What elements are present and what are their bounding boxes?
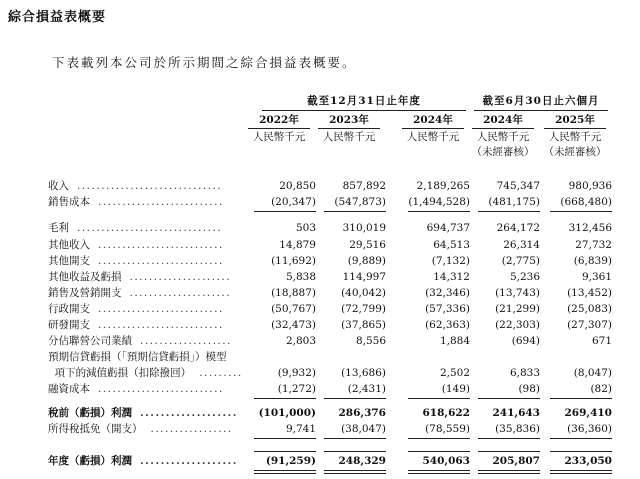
cell-value: (82): [590, 383, 612, 395]
total-rule: [478, 211, 540, 212]
cell-value: 233,050: [564, 455, 612, 467]
cell-value: (2,431): [347, 383, 386, 395]
cell-value: (57,336): [425, 303, 470, 315]
cell-value: (13,686): [341, 367, 386, 379]
cell-value: (91,259): [265, 455, 316, 467]
cell-value: (27,307): [567, 319, 612, 331]
total-rule: [478, 451, 540, 452]
column-year: 2025年: [544, 113, 606, 129]
cell-value: 64,513: [433, 239, 470, 251]
cell-value: 503: [295, 222, 316, 234]
cell-value: 745,347: [496, 180, 540, 192]
column-header: [246, 113, 312, 145]
cell-value: 14,312: [433, 271, 470, 283]
cell-value: 2,189,265: [416, 180, 470, 192]
row-label: 其他開支: [48, 255, 90, 267]
cell-value: 2,803: [285, 335, 316, 347]
cell-value: (50,767): [271, 303, 316, 315]
dot-leader: ..............................: [77, 222, 223, 234]
dot-leader: ..........................: [98, 239, 224, 251]
cell-value: 286,376: [338, 407, 386, 419]
cell-value: (7,132): [431, 255, 470, 267]
double-rule: [550, 470, 612, 474]
table-row: [48, 253, 640, 269]
table-row: [48, 453, 640, 469]
cell-value: (481,175): [488, 196, 540, 208]
row-label: 研發開支: [48, 319, 90, 331]
cell-value: 241,643: [492, 407, 540, 419]
column-unit: 人民幣千元: [252, 131, 306, 143]
cell-value: (32,346): [425, 287, 470, 299]
cell-value: (13,743): [495, 287, 540, 299]
total-rule: [478, 398, 540, 399]
group-header-annual: 截至12月31日止年度: [262, 93, 466, 111]
table-row: [48, 178, 640, 194]
table-row: [48, 237, 640, 253]
row-label: 銷售成本: [48, 196, 90, 208]
cell-value: 6,833: [509, 367, 540, 379]
cell-value: 618,622: [422, 407, 470, 419]
total-rule: [408, 438, 470, 439]
cell-value: (21,299): [495, 303, 540, 315]
cell-value: (62,363): [425, 319, 470, 331]
cell-value: (1,272): [277, 383, 316, 395]
double-rule: [254, 470, 316, 474]
dot-leader: ..........................: [98, 255, 224, 267]
cell-value: 205,807: [492, 455, 540, 467]
row-label: 銷售及營銷開支: [48, 287, 122, 299]
cell-value: 26,314: [503, 239, 540, 251]
total-rule: [550, 438, 612, 439]
column-year: 2024年: [402, 113, 464, 129]
cell-value: (694): [511, 335, 540, 347]
table-row: [48, 220, 640, 236]
column-header: [400, 113, 466, 145]
table-row: [48, 301, 640, 317]
double-rule: [408, 470, 470, 474]
column-header: [542, 113, 608, 160]
cell-value: 27,732: [575, 239, 612, 251]
row-label: 收入: [48, 180, 69, 192]
dot-leader: ...................: [140, 455, 238, 467]
total-rule: [550, 398, 612, 399]
table-row: [48, 405, 640, 421]
total-rule: [324, 438, 386, 439]
total-rule: [254, 451, 316, 452]
cell-value: (101,000): [258, 407, 316, 419]
dot-leader: ..........................: [98, 319, 224, 331]
table-row: [48, 421, 640, 437]
cell-value: 857,892: [342, 180, 386, 192]
cell-value: 980,936: [568, 180, 612, 192]
cell-value: 694,737: [426, 222, 470, 234]
double-rule: [324, 470, 386, 474]
column-year: 2024年: [472, 113, 534, 129]
cell-value: 5,838: [285, 271, 316, 283]
column-header: [316, 113, 382, 145]
cell-value: 2,502: [439, 367, 470, 379]
group-header-interim: 截至6月30日止六個月: [474, 93, 608, 111]
row-label: 稅前（虧損）利潤: [48, 407, 132, 419]
dot-leader: .................: [150, 423, 233, 435]
row-label: 行政開支: [48, 303, 90, 315]
cell-value: 264,172: [496, 222, 540, 234]
row-label: 分佔聯營公司業績: [48, 335, 132, 347]
cell-value: (32,473): [271, 319, 316, 331]
total-rule: [324, 211, 386, 212]
row-label: 預期信貸虧損（「預期信貸虧損」）模型: [48, 351, 227, 363]
cell-value: (37,865): [341, 319, 386, 331]
total-rule: [550, 211, 612, 212]
total-rule: [324, 398, 386, 399]
column-year: 2023年: [318, 113, 380, 129]
dot-leader: ..........................: [98, 196, 224, 208]
row-label: 其他收益及虧損: [48, 271, 122, 283]
cell-value: (40,042): [341, 287, 386, 299]
column-unit: 人民幣千元: [476, 131, 530, 143]
cell-value: (35,836): [495, 423, 540, 435]
dot-leader: .........: [199, 367, 243, 379]
cell-value: (668,480): [560, 196, 612, 208]
cell-value: (20,347): [271, 196, 316, 208]
cell-value: 114,997: [342, 271, 386, 283]
cell-value: 14,879: [279, 239, 316, 251]
dot-leader: ..........................: [98, 303, 224, 315]
dot-leader: ..............................: [77, 180, 223, 192]
cell-value: (22,303): [495, 319, 540, 331]
dot-leader: ...................: [140, 335, 232, 347]
table-row: [48, 269, 640, 285]
table-row: [48, 365, 640, 381]
cell-value: (13,452): [567, 287, 612, 299]
total-rule: [408, 398, 470, 399]
total-rule: [254, 438, 316, 439]
table-row: [48, 285, 640, 301]
total-rule: [408, 211, 470, 212]
cell-value: 5,236: [509, 271, 540, 283]
cell-value: (38,047): [341, 423, 386, 435]
column-header: [470, 113, 536, 160]
total-rule: [478, 438, 540, 439]
dot-leader: ...................: [140, 407, 238, 419]
column-unit: 人民幣千元: [322, 131, 376, 143]
row-label: 所得稅抵免（開支）: [48, 423, 143, 435]
cell-value: (72,799): [341, 303, 386, 315]
table-row: [48, 194, 640, 210]
double-rule: [478, 470, 540, 474]
cell-value: 9,741: [285, 423, 316, 435]
cell-value: (6,839): [573, 255, 612, 267]
cell-value: 312,456: [568, 222, 612, 234]
cell-value: (25,083): [567, 303, 612, 315]
column-unit: 人民幣千元: [548, 131, 602, 143]
total-rule: [324, 451, 386, 452]
cell-value: (2,775): [501, 255, 540, 267]
dot-leader: ..........................: [98, 383, 224, 395]
table-row: [48, 381, 640, 397]
page-title: 綜合損益表概要: [8, 10, 107, 25]
cell-value: (78,559): [425, 423, 470, 435]
cell-value: (9,932): [277, 367, 316, 379]
column-year: 2022年: [248, 113, 310, 129]
column-note: （未經審核）: [543, 146, 607, 158]
cell-value: 20,850: [279, 180, 316, 192]
column-unit: 人民幣千元: [406, 131, 460, 143]
cell-value: 1,884: [439, 335, 470, 347]
dot-leader: .....................: [129, 287, 232, 299]
table-row: [48, 349, 640, 365]
column-note: （未經審核）: [471, 146, 535, 158]
intro-text: 下表載列本公司於所示期間之綜合損益表概要。: [52, 55, 357, 70]
cell-value: (9,889): [347, 255, 386, 267]
cell-value: 248,329: [338, 455, 386, 467]
row-label: 其他收入: [48, 239, 90, 251]
cell-value: 269,410: [564, 407, 612, 419]
dot-leader: .....................: [129, 271, 232, 283]
row-label: 融資成本: [48, 383, 90, 395]
cell-value: 310,019: [342, 222, 386, 234]
total-rule: [254, 211, 316, 212]
cell-value: (18,887): [271, 287, 316, 299]
table-row: [48, 317, 640, 333]
table-row: [48, 333, 640, 349]
cell-value: (98): [518, 383, 540, 395]
total-rule: [550, 451, 612, 452]
cell-value: (547,873): [334, 196, 386, 208]
cell-value: (1,494,528): [408, 196, 470, 208]
row-label: 年度（虧損）利潤: [48, 455, 132, 467]
cell-value: (8,047): [573, 367, 612, 379]
cell-value: (149): [441, 383, 470, 395]
row-label: 毛利: [48, 222, 69, 234]
cell-value: 9,361: [581, 271, 612, 283]
cell-value: 8,556: [355, 335, 386, 347]
cell-value: (36,360): [567, 423, 612, 435]
cell-value: (11,692): [271, 255, 316, 267]
cell-value: 540,063: [422, 455, 470, 467]
cell-value: 671: [591, 335, 612, 347]
total-rule: [408, 451, 470, 452]
row-label: 項下的減值虧損（扣除撥回）: [48, 367, 192, 379]
total-rule: [254, 398, 316, 399]
cell-value: 29,516: [349, 239, 386, 251]
